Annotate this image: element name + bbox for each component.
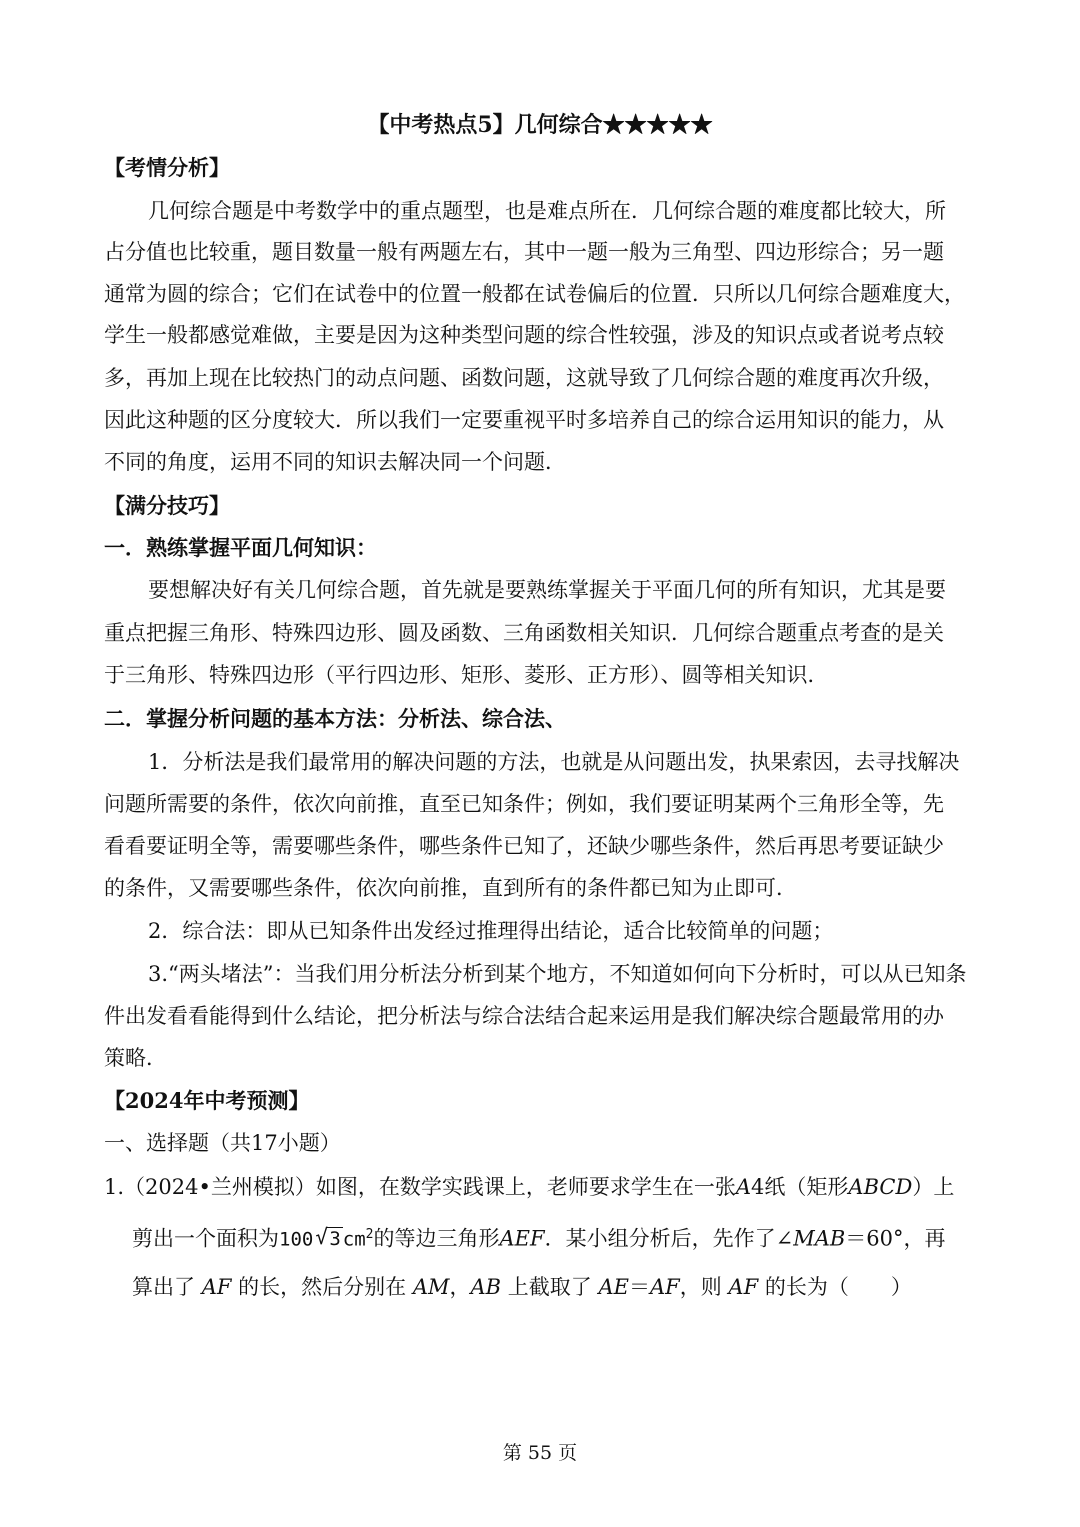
- paragraph-line: 几何综合题是中考数学中的重点题型，也是难点所在．几何综合题的难度都比较大，所: [148, 199, 946, 223]
- q1-var-am: AM: [412, 1275, 450, 1299]
- paragraph-line: 件出发看看能得到什么结论，把分析法与综合法结合起来运用是我们解决综合题最常用的办: [104, 1004, 944, 1028]
- square-root: [315, 1226, 342, 1252]
- q1-text: 算出了: [132, 1275, 195, 1299]
- section-heading-skills: 【满分技巧】: [104, 493, 230, 518]
- q1-text: ＝: [628, 1275, 650, 1299]
- page-title: 【中考热点5】几何综合★★★★★: [367, 112, 713, 138]
- paragraph-line: 看看要证明全等，需要哪些条件，哪些条件已知了，还缺少哪些条件，然后再思考要证缺少: [104, 834, 944, 858]
- q1-var-af: AF: [649, 1275, 680, 1299]
- paragraph-line: 问题所需要的条件，依次向前推，直至已知条件；例如，我们要证明某两个三角形全等，先: [104, 792, 944, 816]
- q1-var-af: AF: [728, 1275, 759, 1299]
- q1-text: 1.（2024•兰州模拟）如图，在数学实践课上，老师要求学生在一张: [104, 1175, 736, 1199]
- q1-var-af: AF: [201, 1275, 232, 1299]
- q1-var-ab: AB: [470, 1275, 502, 1299]
- q1-text: 的长为（ ）: [764, 1275, 912, 1299]
- paragraph-line: 因此这种题的区分度较大．所以我们一定要重视平时多培养自己的综合运用知识的能力，从: [104, 408, 944, 432]
- question-1-line-2: [132, 1222, 946, 1252]
- paragraph-line: 2．综合法：即从已知条件出发经过推理得出结论，适合比较简单的问题；: [148, 919, 834, 943]
- paragraph-line: 策略．: [104, 1046, 167, 1070]
- q1-var-abcd: ABCD: [848, 1175, 913, 1199]
- area-formula: [279, 1222, 374, 1252]
- paragraph-line: 学生一般都感觉难做，主要是因为这种类型问题的综合性较强，涉及的知识点或者说考点较: [104, 323, 944, 347]
- paragraph-line: 的条件，又需要哪些条件，依次向前推，直到所有的条件都已知为止即可．: [104, 876, 797, 900]
- q1-var-mab: MAB: [793, 1226, 846, 1251]
- paragraph-line: 要想解决好有关几何综合题，首先就是要熟练掌握关于平面几何的所有知识，尤其是要: [148, 578, 946, 602]
- paragraph-line: 占分值也比较重，题目数量一般有两题左右，其中一题一般为三角型、四边形综合；另一题: [104, 240, 944, 264]
- subheading-choice: 一、选择题（共17小题）: [104, 1131, 341, 1155]
- q1-text: ）上: [912, 1175, 955, 1199]
- q1-text: ＝60°，再: [845, 1226, 946, 1251]
- section-heading-analysis: 【考情分析】: [104, 155, 230, 180]
- area-coefficient: 100: [279, 1228, 314, 1251]
- paragraph-line: 不同的角度，运用不同的知识去解决同一个问题．: [104, 450, 566, 474]
- q1-text: 剪出一个面积为: [132, 1226, 279, 1251]
- paragraph-line: 重点把握三角形、特殊四边形、圆及函数、三角函数相关知识．几何综合题重点考查的是关: [104, 621, 944, 645]
- q1-text: 上截取了: [507, 1275, 592, 1299]
- page-number: 第 55 页: [502, 1442, 578, 1464]
- subheading-skill-2: 二．掌握分析问题的基本方法：分析法、综合法、: [104, 706, 566, 731]
- q1-var-ae: AE: [598, 1275, 629, 1299]
- paragraph-line: 通常为圆的综合；它们在试卷中的位置一般都在试卷偏后的位置．只所以几何综合题难度大，: [104, 282, 965, 306]
- q1-var-a4: A: [735, 1175, 752, 1199]
- q1-text: 的等边三角形: [373, 1226, 500, 1251]
- q1-text: 纸（矩形: [764, 1175, 849, 1199]
- q1-text: ．某小组分析后，先作了∠: [544, 1226, 794, 1251]
- area-unit: cm: [342, 1228, 366, 1251]
- q1-text: ，: [449, 1275, 471, 1299]
- q1-text: 的长，然后分别在: [238, 1275, 407, 1299]
- paragraph-line: 多，再加上现在比较热门的动点问题、函数问题，这就导致了几何综合题的难度再次升级，: [104, 366, 944, 390]
- paragraph-line: 3.“两头堵法”：当我们用分析法分析到某个地方，不知道如何向下分析时，可以从已知条: [148, 962, 967, 986]
- question-1-line-1: [104, 1174, 954, 1200]
- q1-text: 4: [751, 1175, 765, 1199]
- area-exponent: 2: [365, 1227, 374, 1242]
- paragraph-line: 1．分析法是我们最常用的解决问题的方法，也就是从问题出发，执果索因，去寻找解决: [148, 750, 960, 774]
- question-1-line-3: [132, 1274, 912, 1300]
- q1-text: ，则: [679, 1275, 722, 1299]
- paragraph-line: 于三角形、特殊四边形（平行四边形、矩形、菱形、正方形）、圆等相关知识．: [104, 663, 829, 687]
- q1-var-aef: AEF: [499, 1226, 545, 1251]
- section-heading-forecast: 【2024年中考预测】: [104, 1088, 310, 1113]
- subheading-skill-1: 一．熟练掌握平面几何知识：: [104, 535, 377, 560]
- radicand: 3: [329, 1228, 341, 1251]
